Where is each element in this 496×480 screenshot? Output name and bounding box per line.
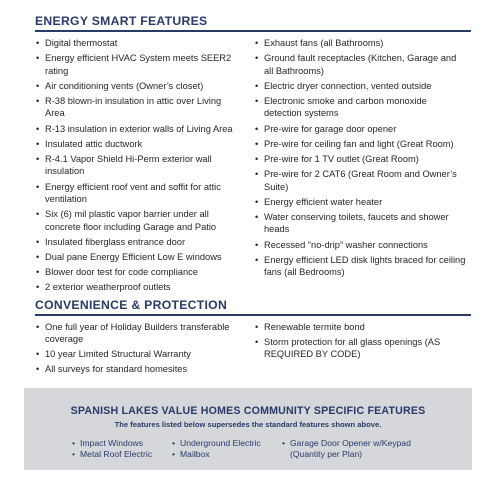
energy-item: • Energy efficient LED disk lights braced for ceiling fans (all Bedrooms): [254, 254, 466, 279]
energy-item: • Water conserving toilets, faucets and shower heads: [254, 211, 466, 236]
energy-item: • Pre-wire for garage door opener: [254, 123, 466, 135]
convenience-item: • Storm protection for all glass openings (AS REQUIRED BY CODE): [254, 336, 454, 361]
community-title: SPANISH LAKES VALUE HOMES COMMUNITY SPECIFIC FEATURES: [70, 405, 426, 417]
community-item: • Metal Roof Electric: [72, 449, 180, 460]
energy-item: • Dual pane Energy Efficient Low E windows: [35, 251, 235, 263]
energy-item: • Exhaust fans (all Bathrooms): [254, 37, 466, 49]
convenience-section-title: CONVENIENCE & PROTECTION: [35, 298, 228, 312]
energy-item: • Electronic smoke and carbon monoxide detection systems: [254, 95, 466, 120]
energy-item: • Insulated fiberglass entrance door: [35, 236, 235, 248]
energy-item: • Energy efficient roof vent and soffit for attic ventilation: [35, 181, 235, 206]
community-list-col2: [172, 438, 282, 460]
community-item: • Garage Door Opener w/Keypad (Quantity per Plan): [282, 438, 432, 460]
energy-item: • Air conditioning vents (Owner’s closet): [35, 80, 235, 92]
community-item: • Impact Windows: [72, 438, 180, 449]
convenience-item: • 10 year Limited Structural Warranty: [35, 348, 235, 360]
energy-item: • R-4.1 Vapor Shield Hi-Perm exterior wall insulation: [35, 153, 235, 178]
energy-item: • Six (6) mil plastic vapor barrier under all concrete floor including Garage and Patio: [35, 208, 235, 233]
energy-section-rule: [35, 30, 471, 32]
convenience-item: • All surveys for standard homesites: [35, 363, 235, 375]
convenience-item: • Renewable termite bond: [254, 321, 454, 333]
community-features-panel: [24, 388, 472, 470]
energy-list-right: [254, 37, 466, 281]
energy-item: • Energy efficient HVAC System meets SEER2 rating: [35, 52, 235, 77]
energy-item: • Pre-wire for ceiling fan and light (Great Room): [254, 138, 466, 150]
energy-item: • Pre-wire for 1 TV outlet (Great Room): [254, 153, 466, 165]
community-note: The features listed below supersedes the standard features shown above.: [114, 420, 382, 429]
energy-item: • 2 exterior weatherproof outlets: [35, 281, 235, 293]
energy-item: • Insulated attic ductwork: [35, 138, 235, 150]
energy-item: • Electric dryer connection, vented outside: [254, 80, 466, 92]
convenience-list-right: [254, 321, 454, 363]
energy-item: • Ground fault receptacles (Kitchen, Garage and all Bathrooms): [254, 52, 466, 77]
community-list-col3: [282, 438, 432, 460]
energy-item: • R-13 insulation in exterior walls of Living Area: [35, 123, 235, 135]
community-list-col1: [72, 438, 180, 460]
convenience-list-left: [35, 321, 235, 378]
energy-section-title: ENERGY SMART FEATURES: [35, 14, 208, 28]
energy-item: • Blower door test for code compliance: [35, 266, 235, 278]
energy-item: • Recessed “no-drip” washer connections: [254, 239, 466, 251]
community-item: • Underground Electric: [172, 438, 282, 449]
energy-item: • R-38 blown-in insulation in attic over Living Area: [35, 95, 235, 120]
convenience-item: • One full year of Holiday Builders transferable coverage: [35, 321, 235, 346]
convenience-section-rule: [35, 314, 471, 316]
energy-list-left: [35, 37, 235, 297]
energy-item: • Pre-wire for 2 CAT6 (Great Room and Owner’s Suite): [254, 168, 466, 193]
community-item: • Mailbox: [172, 449, 282, 460]
energy-item: • Energy efficient water heater: [254, 196, 466, 208]
energy-item: • Digital thermostat: [35, 37, 235, 49]
